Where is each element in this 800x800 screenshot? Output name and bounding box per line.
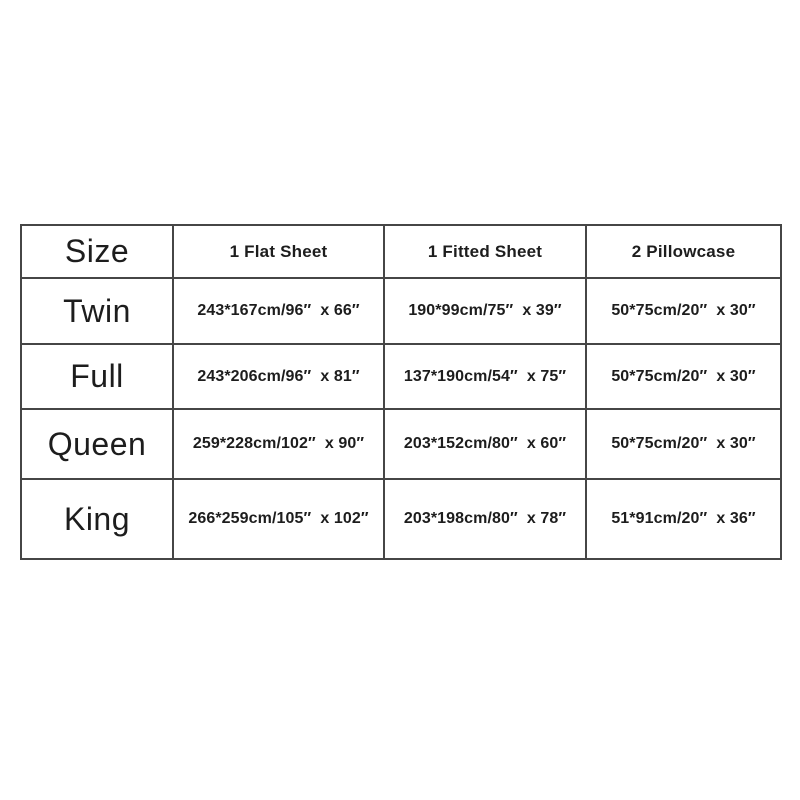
cell-twin-fitted-sheet: 190*99cm/75″ x 39″: [384, 278, 586, 344]
cell-king-fitted-sheet: 203*198cm/80″ x 78″: [384, 479, 586, 559]
table-row-queen: [21, 409, 781, 479]
cell-full-fitted-sheet: 137*190cm/54″ x 75″: [384, 344, 586, 409]
size-chart-table: [20, 224, 782, 560]
cell-king-flat-sheet: 266*259cm/105″ x 102″: [173, 479, 384, 559]
cell-queen-size: Queen: [21, 409, 173, 479]
header-row: [21, 225, 781, 278]
cell-king-pillowcase: 51*91cm/20″ x 36″: [586, 479, 781, 559]
cell-full-flat-sheet: 243*206cm/96″ x 81″: [173, 344, 384, 409]
cell-twin-pillowcase: 50*75cm/20″ x 30″: [586, 278, 781, 344]
table-row-king: [21, 479, 781, 559]
cell-king-size: King: [21, 479, 173, 559]
column-header-flat-sheet: 1 Flat Sheet: [173, 225, 384, 278]
cell-queen-pillowcase: 50*75cm/20″ x 30″: [586, 409, 781, 479]
table-row-twin: [21, 278, 781, 344]
cell-full-pillowcase: 50*75cm/20″ x 30″: [586, 344, 781, 409]
column-header-fitted-sheet: 1 Fitted Sheet: [384, 225, 586, 278]
cell-twin-size: Twin: [21, 278, 173, 344]
cell-full-size: Full: [21, 344, 173, 409]
column-header-size: Size: [21, 225, 173, 278]
cell-queen-fitted-sheet: 203*152cm/80″ x 60″: [384, 409, 586, 479]
column-header-pillowcase: 2 Pillowcase: [586, 225, 781, 278]
cell-queen-flat-sheet: 259*228cm/102″ x 90″: [173, 409, 384, 479]
table-row-full: [21, 344, 781, 409]
cell-twin-flat-sheet: 243*167cm/96″ x 66″: [173, 278, 384, 344]
